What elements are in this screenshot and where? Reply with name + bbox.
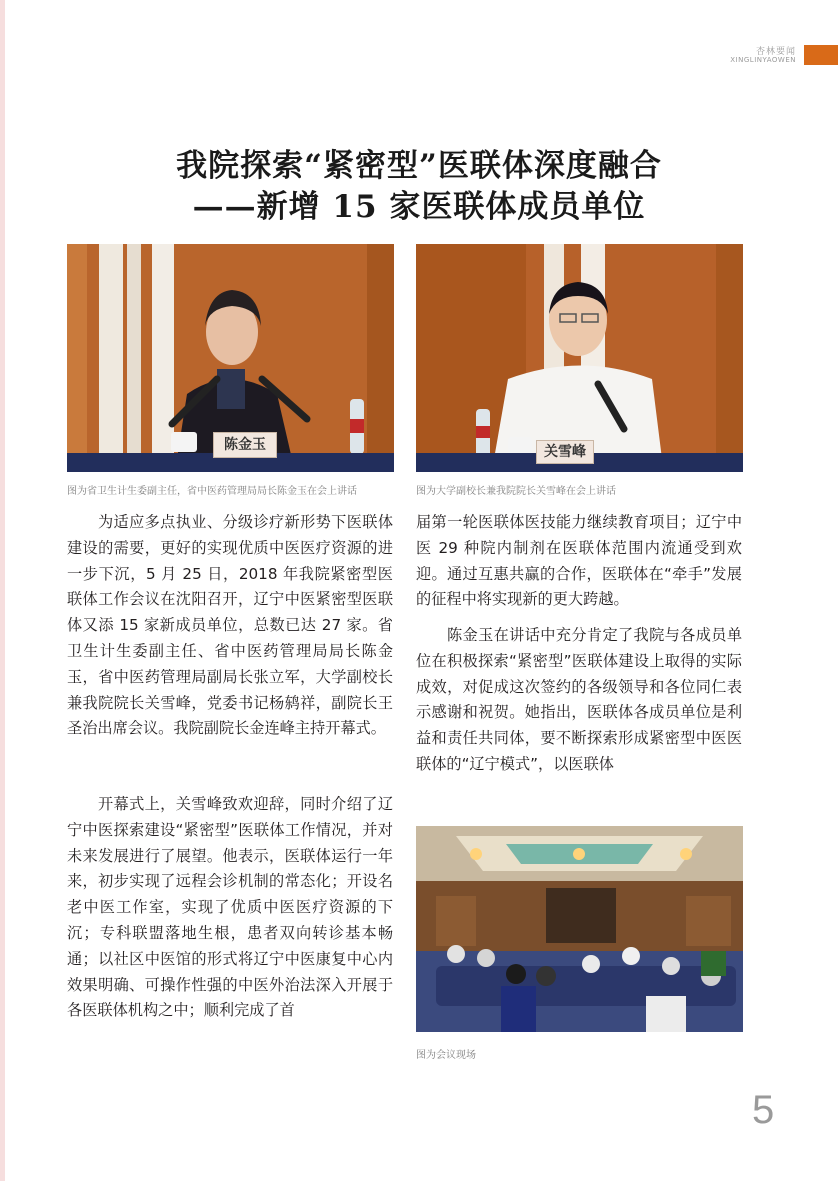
photo-speaker-guan [416, 244, 743, 472]
page-number: 5 [752, 1088, 775, 1132]
photo-caption: 图为省卫生计生委副主任，省中医药管理局局长陈金玉在会上讲话 [67, 486, 357, 497]
article-paragraph: 开幕式上，关雪峰致欢迎辞，同时介绍了辽宁中医探索建设“紧密型”医联体工作情况，并对未来发展进行了展望。他表示，医联体运行一年来，初步实现了远程会诊机制的常态化；开设名老中医工作室，实现了优质中医医疗资源的下沉；专科联盟落地生根，患者双向转诊基本畅通；以社区中医馆的形式将辽宁中医康复中心内效果明确、可操作性强的中医外治法深入开展于各医联体机构之中；顺利完成了首 [67, 795, 393, 1020]
photo-speaker-chen [67, 244, 394, 472]
photo-caption: 图为大学副校长兼我院院长关雪峰在会上讲话 [416, 486, 616, 497]
nameplate: 陈金玉 [213, 432, 277, 458]
article-paragraph: 陈金玉在讲话中充分肯定了我院与各成员单位在积极探索“紧密型”医联体建设上取得的实际成效，对促成这次签约的各级领导和各位同仁表示感谢和祝贺。她指出，医联体各成员单位是利益和责任共同体，要不断探索形成紧密型中医医联体的“辽宁模式”，以医联体 [416, 626, 742, 773]
photo-conference-hall [416, 826, 743, 1032]
article-title: 我院探索“紧密型”医联体深度融合 [176, 148, 662, 184]
nameplate: 关雪峰 [536, 440, 594, 464]
article-paragraph: 届第一轮医联体医技能力继续教育项目；辽宁中医 29 种院内制剂在医联体范围内流通受到欢迎。通过互惠共赢的合作，医联体在“牵手”发展的征程中将实现新的更大跨越。 [416, 513, 742, 609]
section-color-tab [804, 45, 838, 65]
section-name-pinyin: XINGLINYAOWEN [730, 56, 796, 64]
photo-caption: 图为会议现场 [416, 1050, 476, 1061]
article-subtitle: ——新增 15 家医联体成员单位 [192, 189, 646, 225]
section-name: 杏林要闻 [755, 47, 796, 57]
article-paragraph: 为适应多点执业、分级诊疗新形势下医联体建设的需要，更好的实现优质中医医疗资源的进一步下沉，5 月 25 日，2018 年我院紧密型医联体工作会议在沈阳召开，辽宁中医紧密型医联体又添 15 家新成员单位，总数已达 27 家。省卫生计生委副主任、省中医药管理局局长陈金玉，省中医药管理局副局长张立军，大学副校长兼我院院长关雪峰，党委书记杨鸫祥，副院长王圣治出席会议。我院副院长金连峰主持开幕式。 [67, 513, 393, 738]
